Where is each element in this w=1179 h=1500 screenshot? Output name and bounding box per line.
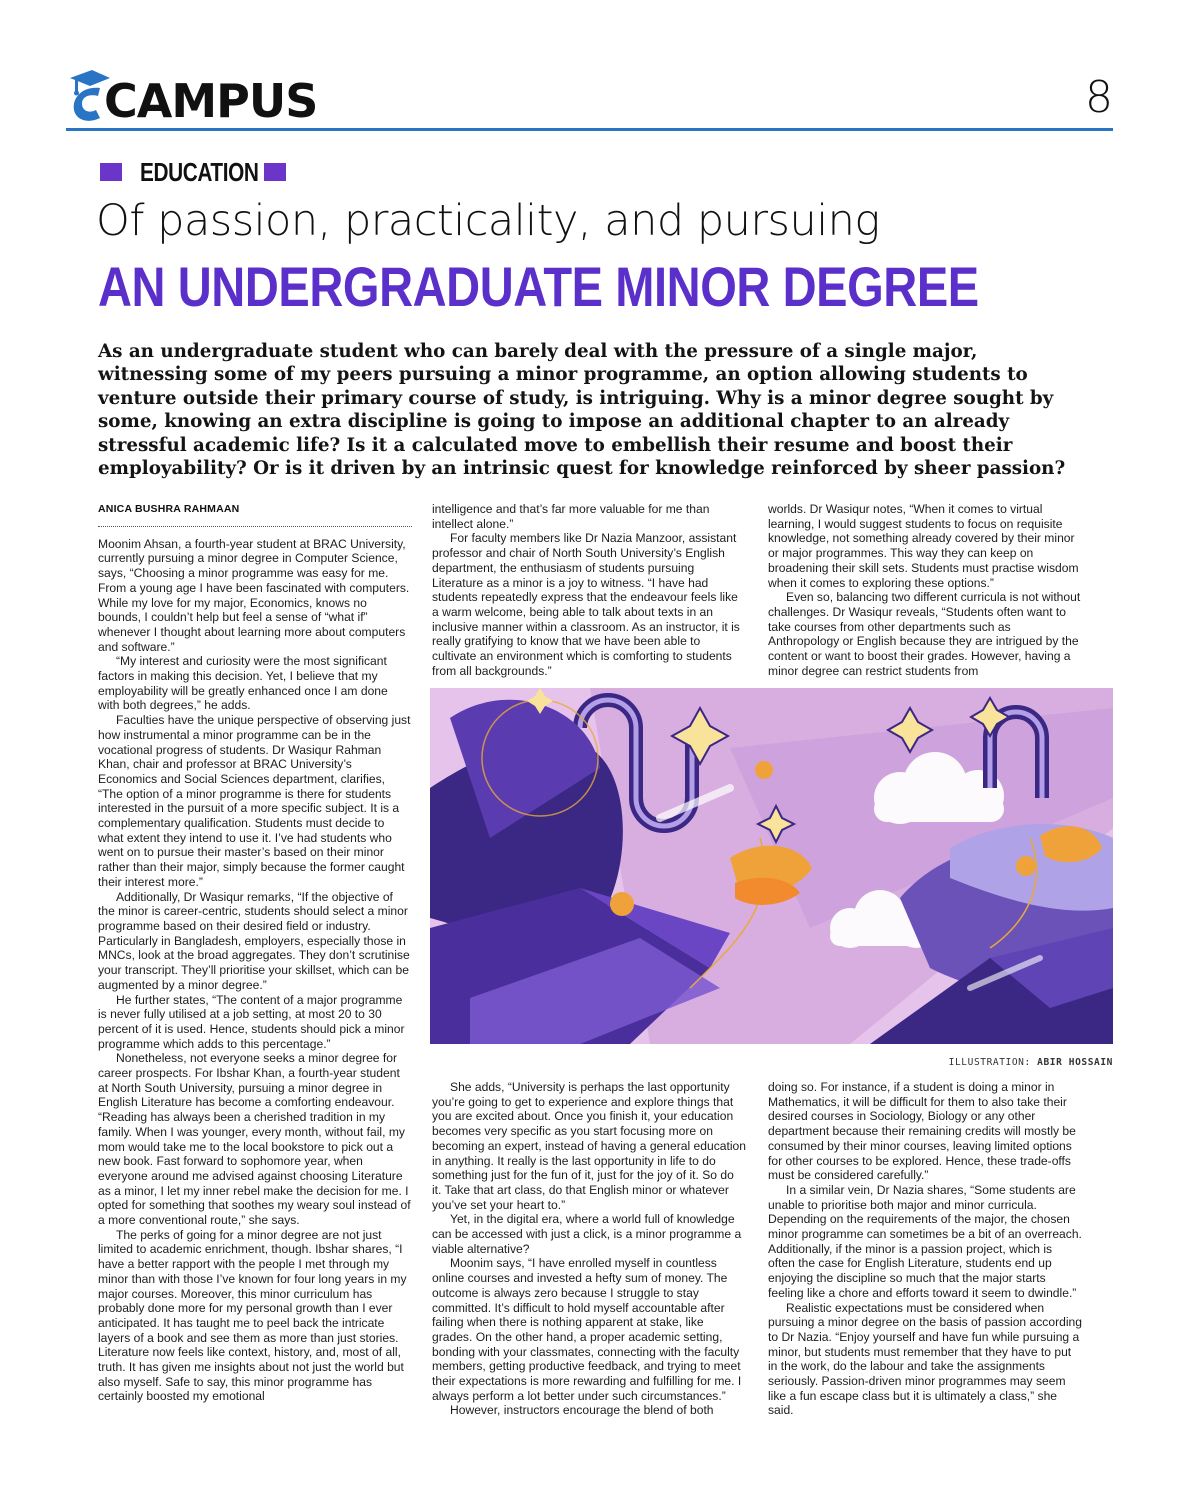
masthead-logo: CAMPUS — [104, 74, 318, 128]
paragraph: Moonim says, “I have enrolled myself in countless online courses and invested a hefty sum of money. The outcome is always zero because I struggle to stay committed. It’s difficult to hold myself accountable after failing when there is nothing apparent at stake, like grades. On the other hand, a proper academic setting, bonding with your classmates, connecting with the faculty members, getting productive feedback, and trying to meet their expectations is more rewarding and fulfilling for me. I always perform a lot better under such circumstances.” — [432, 1256, 742, 1403]
paragraph: intelligence and that’s far more valuable for me than intellect alone.” — [432, 502, 710, 531]
masthead-rule — [66, 128, 1113, 131]
paragraph: For faculty members like Dr Nazia Manzoor, assistant professor and chair of North South University’s English department, the enthusiasm of students pursuing Literature as a minor is a joy to witness. “I have had students repeatedly express that the endeavour feels like a warm welcome, being able to talk about texts in an inclusive manner within a classroom. As an instructor, it is really gratifying to know that we have been able to cultivate an environment which is comforting to students from all backgrounds.” — [432, 531, 740, 678]
paragraph: He further states, “The content of a major programme is never fully utilised at a job setting, at most 20 to 30 percent of it is used. Hence, students should pick a minor programme which adds to this percentage.” — [98, 992, 405, 1051]
section-square-left — [100, 163, 122, 181]
paragraph: Faculties have the unique perspective of observing just how instrumental a minor programme can be in the vocational progress of students. Dr Wasiqur Rahman Khan, chair and professor at BRAC University’s Economics and Social Sciences department, clarifies, “The option of a minor programme is there for students interested in the pursuit of a more specific subject. It is a complementary qualification. Students must decide to what extent they intend to use it. I’ve had students who went on to pursue their master’s based on their minor rather than their major, simply because the former caught their interest more.” — [98, 713, 411, 889]
paragraph: Additionally, Dr Wasiqur remarks, “If the objective of the minor is career-centric, students should select a minor programme based on their desired field or industry. Particularly in Bangladesh, employers, especially those in MNCs, look at the broad aggregates. They don’t scrutinise your transcript. They’ll prioritise your skillset, which can be augmented by a minor degree.” — [98, 889, 410, 992]
paragraph: However, instructors encourage the blend of both — [450, 1403, 714, 1418]
illustration-credit-label: ILLUSTRATION: — [948, 1057, 1031, 1068]
paragraph: Nonetheless, not everyone seeks a minor degree for career prospects. For Ibshar Khan, a fourth-year student at North South University, pursuing a minor degree in English Literature has become a comforting endeavour. “Reading has always been a cherished tradition in my family. When I was younger, every month, without fail, my mom would take me to the local bookstore to pick out a new book. Fast forward to sophomore year, when everyone around me advised against choosing Literature as a minor, I let my inner rebel make the decision for me. I opted for something that soothes my weary soul instead of a more conventional route,” she says. — [98, 1051, 411, 1228]
headline-kicker: Of passion, practicality, and pursuing — [96, 196, 880, 246]
paragraph: She adds, “University is perhaps the last opportunity you’re going to get to experience and explore things that you are excited about. Once you finish it, your education becomes very specific as you start focusing more on becoming an expert, instead of having a general education in anything. It really is the last opportunity in life to do something just for the fun of it, just for the joy of it. So do it. Take that art class, do that English minor or whatever you’ve set your heart to.” — [432, 1080, 746, 1212]
standfirst: As an undergraduate student who can barely deal with the pressure of a single major, witnessing some of my peers pursuing a minor programme, an option allowing students to venture outside their primary course of study, is intriguing. Why is a minor degree sought by some, knowing an extra discipline is going to impose an additional chapter to an already stressful academic life? Is it a calculated move to embellish their resume and boost their employability? Or is it driven by an intrinsic quest for knowledge reinforced by sheer passion? — [98, 341, 1066, 480]
paragraph: worlds. Dr Wasiqur notes, “When it comes to virtual learning, I would suggest students to focus on requisite knowledge, not something already covered by their minor or major programmes. This way they can keep on broadening their skill sets. Students must practise wisdom when it comes to exploring these options.” — [768, 502, 1079, 590]
paragraph: The perks of going for a minor degree are not just limited to academic enrichment, though. Ibshar shares, “I have a better rapport with the people I met through my minor than with those I’ve known for four long years in my major courses. Moreover, this minor curriculum has probably done more for my personal growth than I ever anticipated. It has taught me to peel back the intricate layers of a book and see them as more than just stories. Literature now feels like context, history, and, most of all, truth. It has given me insights about not just the world but also myself. Safe to say, this minor programme has certainly boosted my emotional — [98, 1227, 407, 1404]
article-column-3-bottom — [768, 1080, 1082, 1418]
article-column-2-top — [432, 502, 746, 678]
graduation-caps-illustration — [430, 688, 1113, 1044]
byline: ANICA BUSHRA RAHMAAN — [98, 502, 412, 527]
section-label-row — [100, 157, 286, 187]
paragraph: Realistic expectations must be considered when pursuing a minor degree on the basis of passion according to Dr Nazia. “Enjoy yourself and have fun while pursuing a minor, but students must remember that they have to put in the work, do the labour and take the assignments seriously. Passion-driven minor programmes may seem like a fun escape class but it is ultimately a class,” she said. — [768, 1300, 1082, 1418]
section-square-right — [264, 163, 286, 181]
masthead — [66, 68, 1113, 130]
illustration-credit — [949, 1057, 1113, 1068]
article-column-3-top — [768, 502, 1082, 678]
illustration — [430, 688, 1113, 1044]
section-label: EDUCATION — [140, 156, 259, 187]
page-number: 8 — [1085, 72, 1113, 123]
illustration-credit-name: ABIR HOSSAIN — [1037, 1057, 1113, 1068]
headline-main: AN UNDERGRADUATE MINOR DEGREE — [98, 255, 979, 318]
paragraph: Even so, balancing two different curricula is not without challenges. Dr Wasiqur reveals, “Students often want to take courses from other departments such as Anthropology or English because they are intrigued by the content or want to boost their grades. However, having a minor degree can restrict students from — [768, 590, 1081, 678]
article-column-2-bottom — [432, 1080, 746, 1418]
paragraph: “My interest and curiosity were the most significant factors in making this decision. Yet, I believe that my employability will be greatly enhanced once I am done with both degrees,” he adds. — [98, 654, 388, 713]
paragraph: In a similar vein, Dr Nazia shares, “Some students are unable to prioritise both major and minor curricula. Depending on the requirements of the major, the chosen minor programme can sometimes be a bit of an overreach. Additionally, if the minor is a passion project, which is often the case for English Literature, students end up enjoying the discipline so much that the major starts feeling like a chore and efforts toward it seem to dwindle.” — [768, 1182, 1082, 1300]
paragraph: doing so. For instance, if a student is doing a minor in Mathematics, it will be difficult for them to also take their desired courses in Sociology, Biology or any other department because their remaining credits will mostly be consumed by their minor courses, leaving limited options for other courses to be explored. Hence, these trade-offs must be considered carefully.” — [768, 1080, 1076, 1183]
article-column-1 — [98, 502, 412, 1404]
paragraph: Moonim Ahsan, a fourth-year student at BRAC University, currently pursuing a minor degree in Computer Science, says, “Choosing a minor programme was easy for me. From a young age I have been fascinated with computers. While my love for my major, Economics, knows no bounds, I couldn’t help but feel a sense of “what if” whenever I thought about learning more about computers and software.” — [98, 536, 410, 654]
paragraph: Yet, in the digital era, where a world full of knowledge can be accessed with just a click, is a minor programme a viable alternative? — [432, 1212, 742, 1256]
